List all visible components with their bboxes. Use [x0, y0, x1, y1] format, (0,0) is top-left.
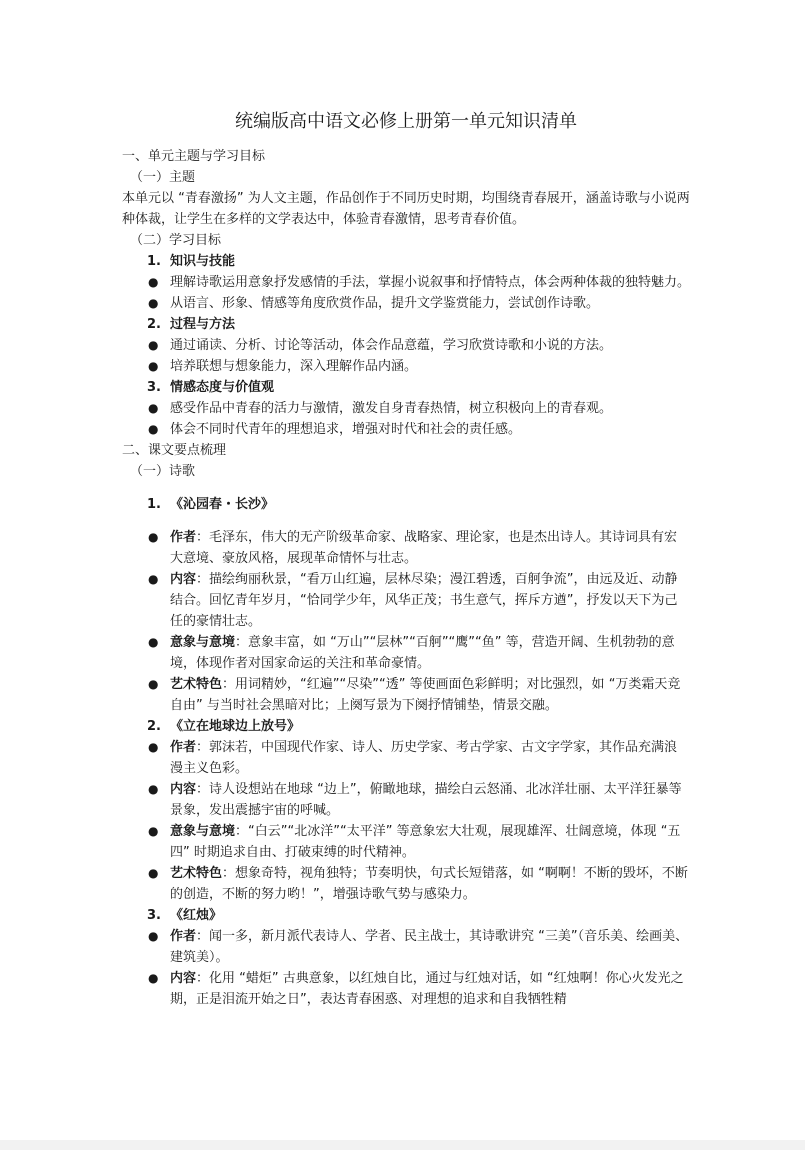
list-item: ● 作者：闻一多，新月派代表诗人、学者、民主战士，其诗歌讲究 “三美”（音乐美、绘画美、建筑美）。 [122, 926, 690, 968]
bullet-icon: ● [148, 422, 159, 436]
bullet-icon: ● [148, 275, 159, 289]
list-item: ● 内容：诗人设想站在地球 “边上”，俯瞰地球，描绘白云怒涌、北冰洋壮丽、太平洋狂暴等景象，发出震撼宇宙的呼喊。 [122, 779, 690, 821]
theme-paragraph: 本单元以 “青春激扬” 为人文主题，作品创作于不同历史时期，均围绕青春展开，涵盖诗歌与小说两种体裁，让学生在多样的文学表达中，体验青春激情，思考青春价值。 [122, 191, 690, 227]
list-item: ● 培养联想与想象能力，深入理解作品内涵。 [122, 356, 690, 377]
list-item: ● 意象与意境：意象丰富，如 “万山”“层林”“百舸”“鹰”“鱼” 等，营造开阔、生机勃勃的意境，体现作者对国家命运的关注和革命豪情。 [122, 632, 690, 674]
bullet-icon: ● [148, 782, 159, 796]
list-item: ● 内容：化用 “蜡炬” 古典意象，以红烛自比，通过与红烛对话，如 “红烛啊！你心火发光之期，正是泪流开始之日”，表达青春困惑、对理想的追求和自我牺牲精 [122, 968, 690, 1010]
bullet-icon: ● [148, 296, 159, 310]
subsection-theme: （一）主题 [130, 170, 196, 185]
list-item: ● 通过诵读、分析、讨论等活动，体会作品意蕴，学习欣赏诗歌和小说的方法。 [122, 335, 690, 356]
goal-heading: 1. 知识与技能 [147, 254, 236, 269]
list-item: ● 作者：毛泽东，伟大的无产阶级革命家、战略家、理论家，也是杰出诗人。其诗词具有宏大意境、豪放风格，展现革命情怀与壮志。 [122, 527, 690, 569]
bullet-icon: ● [148, 572, 159, 586]
poem-heading: 2. 《立在地球边上放号》 [147, 719, 301, 734]
goal-heading: 3. 情感态度与价值观 [147, 380, 275, 395]
goal-heading: 2. 过程与方法 [147, 317, 236, 332]
list-item: ● 内容：描绘绚丽秋景，“看万山红遍，层林尽染；漫江碧透，百舸争流”，由远及近、动静结合。回忆青年岁月，“恰同学少年，风华正茂；书生意气，挥斥方遒”，抒发以天下为己任的豪情壮志。 [122, 569, 690, 632]
spacer [122, 515, 690, 527]
bullet-icon: ● [148, 677, 159, 691]
subsection-poetry: （一）诗歌 [130, 464, 196, 479]
poem-heading: 3. 《红烛》 [147, 908, 223, 923]
list-item: ● 艺术特色：用词精妙，“红遍”“尽染”“透” 等使画面色彩鲜明；对比强烈，如 “万类霜天竞自由” 与当时社会黑暗对比；上阕写景为下阕抒情铺垫，情景交融。 [122, 674, 690, 716]
bullet-icon: ● [148, 359, 159, 373]
list-item: ● 感受作品中青春的活力与激情，激发自身青春热情，树立积极向上的青春观。 [122, 398, 690, 419]
document-title: 统编版高中语文必修上册第一单元知识清单 [235, 111, 577, 132]
subsection-goals: （二）学习目标 [130, 233, 222, 248]
bullet-icon: ● [148, 971, 159, 985]
bullet-icon: ● [148, 866, 159, 880]
document-content [122, 108, 690, 1010]
list-item: ● 从语言、形象、情感等角度欣赏作品，提升文学鉴赏能力，尝试创作诗歌。 [122, 293, 690, 314]
list-item: ● 意象与意境：“白云”“北冰洋”“太平洋” 等意象宏大壮观，展现雄浑、壮阔意境，体现 “五四” 时期追求自由、打破束缚的时代精神。 [122, 821, 690, 863]
spacer [122, 482, 690, 494]
bullet-icon: ● [148, 401, 159, 415]
bullet-icon: ● [148, 338, 159, 352]
section-heading-1: 一、单元主题与学习目标 [122, 149, 266, 164]
bullet-icon: ● [148, 740, 159, 754]
bullet-icon: ● [148, 635, 159, 649]
list-item: ● 作者：郭沫若，中国现代作家、诗人、历史学家、考古学家、古文字学家，其作品充满浪漫主义色彩。 [122, 737, 690, 779]
bullet-icon: ● [148, 530, 159, 544]
poem-heading: 1. 《沁园春・长沙》 [147, 497, 275, 512]
bullet-icon: ● [148, 929, 159, 943]
section-heading-2: 二、课文要点梳理 [122, 443, 227, 458]
bullet-icon: ● [148, 824, 159, 838]
list-item: ● 艺术特色：想象奇特，视角独特；节奏明快，句式长短错落，如 “啊啊！不断的毁坏，不断的创造，不断的努力哟！”，增强诗歌气势与感染力。 [122, 863, 690, 905]
list-item: ● 理解诗歌运用意象抒发感情的手法，掌握小说叙事和抒情特点，体会两种体裁的独特魅力。 [122, 272, 690, 293]
list-item: ● 体会不同时代青年的理想追求，增强对时代和社会的责任感。 [122, 419, 690, 440]
